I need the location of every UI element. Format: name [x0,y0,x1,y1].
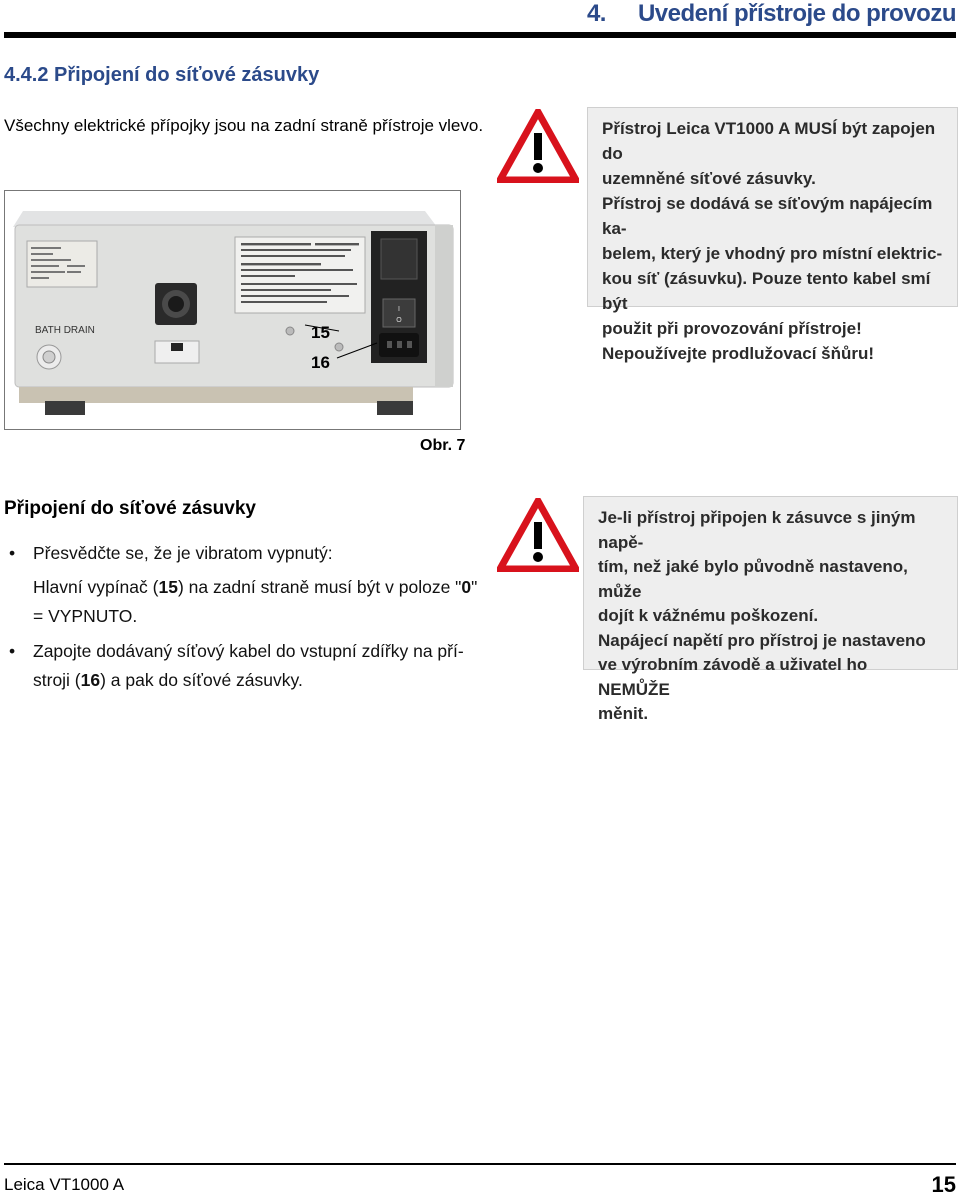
paragraph-switch-2: = VYPNUTO. [33,606,138,626]
notice-line: použit při provozování přístroje! [602,319,862,338]
section-title: 4.4.2 Připojení do síťové zásuvky [4,64,320,86]
paragraph-switch [33,572,477,603]
figure-rear-panel [4,190,461,430]
warning-triangle-icon [497,498,579,572]
notice-line: Je-li přístroj připojen k zásuvce s jiným napě- [598,508,916,552]
callout-15: 15 [311,323,330,342]
bullet-item [9,538,333,569]
notice-line: Nepoužívejte prodlužovací šňůru! [602,344,875,363]
ref-16: 16 [80,670,101,690]
notice-line: Napájecí napětí pro přístroj je nastaveno [598,630,926,650]
warning-triangle-icon [497,109,579,183]
bullet-text: Zapojte dodávaný síťový kabel do vstupní zdířky na pří- [33,641,464,661]
callout-16: 16 [311,353,330,372]
chapter-number: 4. [586,0,606,27]
ref-15: 15 [158,577,178,597]
bullet-continuation [33,665,303,696]
notice-line: belem, který je vhodný pro místní elektric- [602,244,943,263]
paragraph-text: " [471,577,478,597]
bullet-text: ) a pak do síťové zásuvky. [100,670,303,690]
chapter-title: Uvedení přístroje do provozu [637,0,956,27]
notice-line: měnit. [598,704,649,723]
rear-panel-photo [5,191,461,430]
bullet-dot: • [9,543,16,563]
bullet-text: stroji ( [33,670,81,690]
bath-drain-label: BATH DRAIN [35,325,95,336]
notice-line: tím, než jaké bylo původně nastaveno, může [598,557,908,601]
notice-line: Přístroj Leica VT1000 A MUSÍ být zapojen do [602,119,936,163]
notice-line: ve výrobním závodě a uživatel ho NEMŮŽE [598,655,868,699]
bullet-dot: • [9,641,16,661]
notice-line: kou síť (zásuvku). Pouze tento kabel smí být [602,269,931,313]
paragraph-text: ) na zadní straně musí být v poloze " [177,577,462,597]
section-intro: Všechny elektrické přípojky jsou na zadní straně přístroje vlevo. [4,116,484,135]
warning-notice-grounding [587,107,958,363]
footer-rule [4,1163,956,1165]
bullet-text: Přesvědčte se, že je vibratom vypnutý: [33,543,333,563]
footer-product: Leica VT1000 A [4,1175,125,1194]
position-zero: 0 [461,577,472,597]
chapter-header [587,0,956,28]
notice-line: uzemněné síťové zásuvky. [602,169,816,188]
notice-line: Přístroj se dodává se síťovým napájecím ka- [602,194,933,238]
svg-text:O: O [396,317,402,324]
bullet-item [9,636,464,667]
notice-line: dojít k vážnému poškození. [598,606,819,625]
svg-text:I: I [398,306,400,313]
page-number: 15 [931,1172,956,1197]
paragraph-text: Hlavní vypínač ( [33,577,159,597]
figure-label: Obr. 7 [420,437,466,454]
procedure-title: Připojení do síťové zásuvky [4,498,256,519]
header-rule [4,32,956,38]
warning-notice-voltage [583,496,958,723]
